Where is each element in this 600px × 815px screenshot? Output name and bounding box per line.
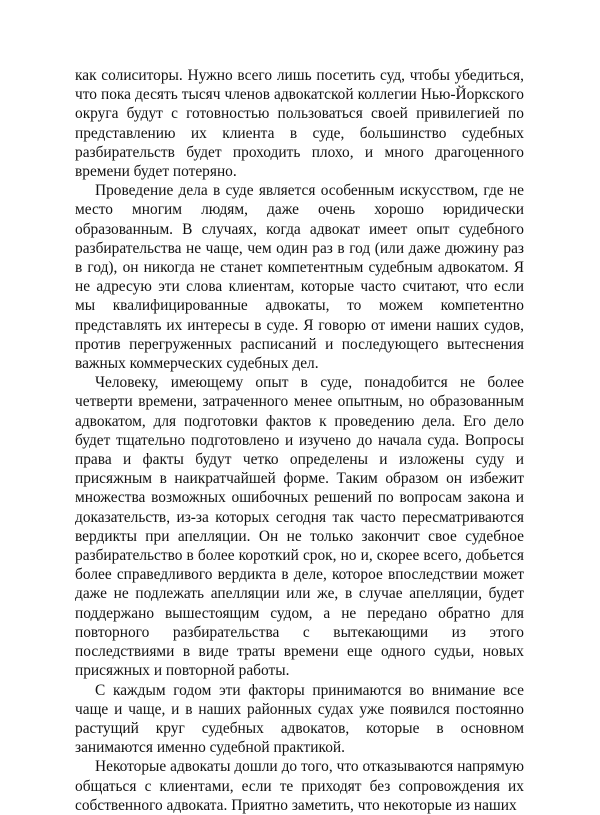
- paragraph-3: Человеку, имеющему опыт в суде, понадобится не более четверти времени, затраченного менее опытным, но образованным адвокатом, для подготовки фактов к проведению дела. Его дело будет тщательно подготовлено и изучено до начала суда. Вопросы права и факты будут четко определены и изложены суду и присяжным в наикратчайшей форме. Таким образом он избежит множества возможных ошибочных решений по вопросам закона и доказательств, из-за которых сегодня так часто пересматриваются вердикты при апелляции. Он не только закончит свое судебное разбирательство в более короткий срок, но и, скорее всего, добьется более справедливого вердикта в деле, которое впоследствии может даже не подлежать апелляции или же, в случае апелляции, будет поддержано вышестоящим судом, а не передано обратно для повторного разбирательства с вытекающими из этого последствиями в виде траты времени еще одного судьи, новых присяжных и повторной работы.: [75, 374, 524, 680]
- paragraph-5: Некоторые адвокаты дошли до того, что отказываются напрямую общаться с клиентами, если те приходят без сопровождения их собственного адвоката. Приятно заметить, что некоторые из наших: [75, 758, 524, 814]
- paragraph-2: Проведение дела в суде является особенным искусством, где не место многим людям, даже очень хорошо юридически образованным. В случаях, когда адвокат имеет опыт судебного разбирательства не чаще, чем один раз в год (или даже дюжину раз в год), он никогда не станет компетентным судебным адвокатом. Я не адресую эти слова клиентам, которые часто считают, что если мы квалифицированные адвокаты, то можем компетентно представлять их интересы в суде. Я говорю от имени наших судов, против перегруженных расписаний и последующего вытеснения важных коммерческих судебных дел.: [75, 182, 524, 373]
- paragraph-1: как солиситоры. Нужно всего лишь посетить суд, чтобы убедиться, что пока десять тысяч членов адвокатской коллегии Нью-Йоркского округа будут с готовностью пользоваться своей привилегией по представлению их клиента в суде, большинство судебных разбирательств будет проходить плохо, и много драгоценного времени будет потеряно.: [75, 67, 524, 181]
- paragraph-4: С каждым годом эти факторы принимаются во внимание все чаще и чаще, и в наших районных судах уже появился постоянно растущий круг судебных адвокатов, которые в основном занимаются именно судебной практикой.: [75, 681, 524, 757]
- document-page: [75, 66, 524, 815]
